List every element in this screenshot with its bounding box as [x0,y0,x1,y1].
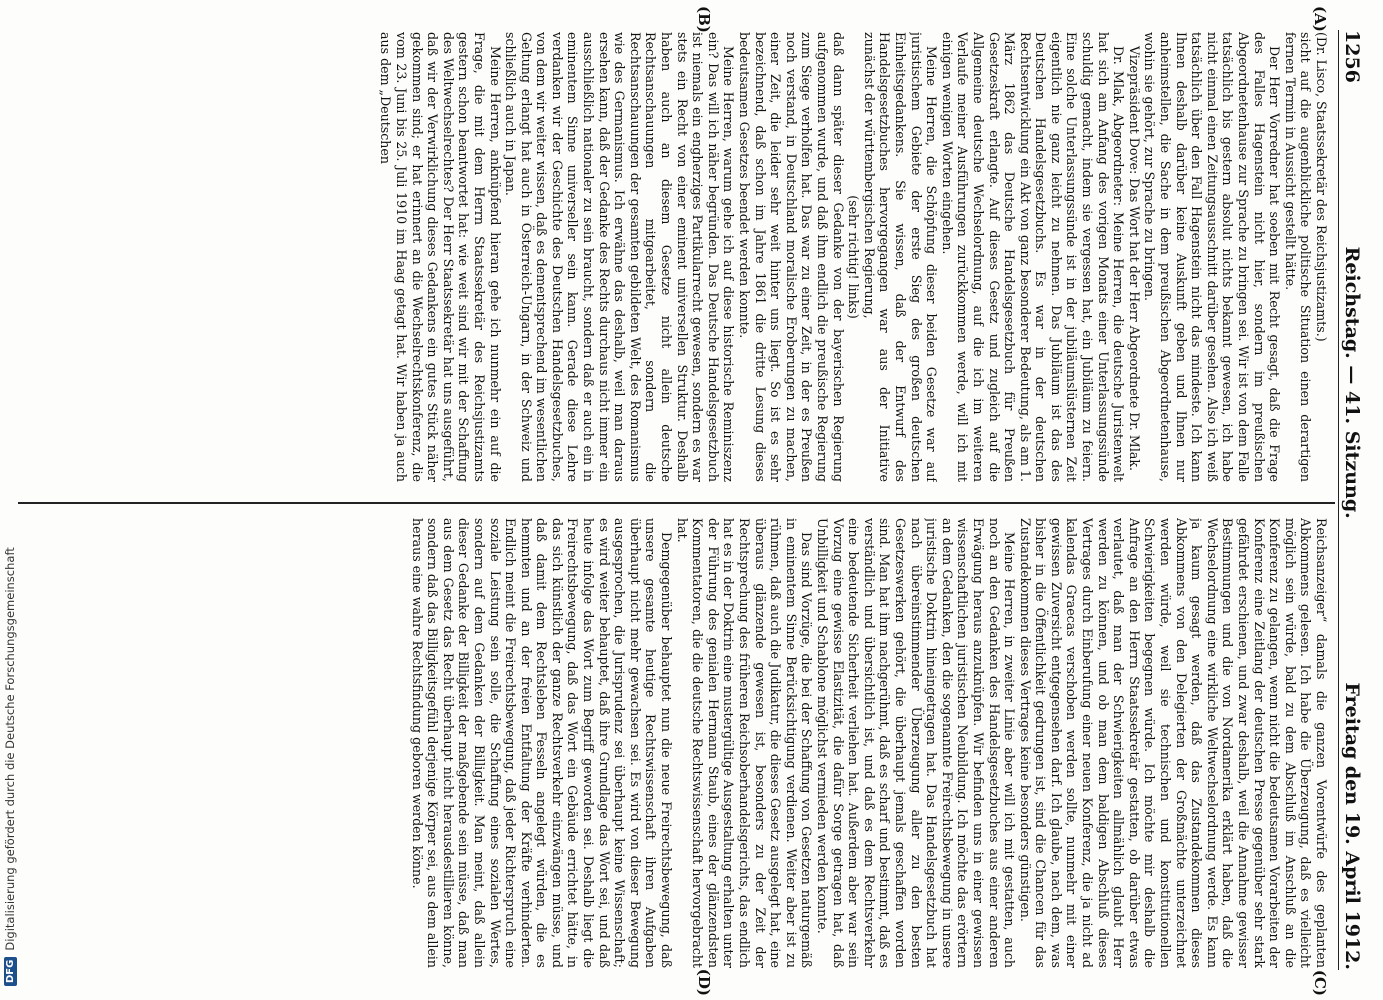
paragraph: Reichsanzeiger“ damals die ganzen Vorentwürfe des geplanten Abkommens gelesen. Ich habe die Überzeugung, daß es vielleicht möglich sein würde, bald zu dem Abschluß im Anschluß an die Konferenz zu gelangen, wenn nicht die bedeutsamen Vorarbeiten der Konferenz eine Zeitlang der deutschen Presse gegenüber sehr stark gefährdet erschienen, und zwar deshalb, weil die Annahme gewisser Bestimmungen und die von Nordamerika erklärt haben, daß die Wechselordnung eine wirkliche Weltwechselordnung werde. Es kann ja kaum gesagt werden, daß das Zustandekommen dieses Abkommens von den Delegierten der Großmächte unterzeichnet werden würde, weil sie technischen und konstitutionellen Schwierigkeiten begegnen würde. Ich möchte mir deshalb die Anfrage an den Herrn Staatssekretär gestatten, ob darüber etwas verlautet, daß man der Schwierigkeiten allmählich glaubt Herr werden zu können, und ob man dem baldigen Abschluß dieses Vertrages durch Einberufung einer neuen Konferenz, die ja nicht ad kalendas Graecas verschoben werden sollte, nunmehr mit einer gewissen Zuversicht entgegensehen darf. Ich glaube, nach dem, was bisher in die Öffentlichkeit gedrungen ist, sind die Chancen für das Zustandekommen dieses Vertrages keine besonders günstigen. [1017,518,1329,968]
paragraph: Demgegenüber behauptet nun die neue Freirechtsbewegung, daß unsere gesamte heutige Rechtswissenschaft ihren Aufgaben überhaupt nicht mehr gewachsen sei. Es wird von dieser Bewegung ausgesprochen, die Jurisprudenz sei überhaupt keine Wissenschaft; es wird weiter behauptet, daß ihre Grundlage das Wort sei, und daß heute infolge das Wort zum Begriff geworden sei. Deshalb liegt die Freirechtsbewegung, daß das Wort ein Gebäude errichtet hätte, in das sich künstlich der ganze Rechtsverkehr einzwängen müsse, und daß damit dem Rechtsleben Fesseln angelegt würden, die es hemmten und an der freien Entfaltung der Kräfte verhinderten. Endlich meint die Freirechtsbewegung, daß jeder Richterspruch eine soziale Leistung sein solle, die Schaffung eines sozialen Wertes, sondern auf dem Gedanken der Billigkeit. Man meint, daß allein dieser Gedanke der Billigkeit der maßgebende sein müsse, daß man aus dem Gesetz das Recht überhaupt nicht herausdestillieren könne, sondern daß das Billigkeitsgefühl derjenige Körper sei, aus dem allein heraus eine wahre Rechtsfindung geboren werden könne. [409,518,675,968]
paragraph: Das sind Vorzüge, die bei der Schaffung von Gesetzen naturgemäß in eminentem Sinne Berücksichtigung verdienen. Weiter aber ist zu rühmen, daß auch die Judikatur, die dieses Gesetz ausgelegt hat, eine überaus glänzende gewesen ist, besonders zu der Zeit der Rechtsprechung des früheren Reichsoberhandelsgerichts, das endlich hat es in der Doktrin eine mustergültige Ausgestaltung erhalten unter der Führung des genialen Hermann Staub, eines der glänzendsten Kommentatoren, die die deutsche Rechtswissenschaft hervorgebracht hat. [674,518,815,968]
paragraph: Meine Herren, die Schöpfung dieser beiden Gesetze war auf juristischem Gebiete der erste Sieg des großen deutschen Einheitsgedankens. Sie wissen, daß der Entwurf des Handelsgesetzbuches hervorgegangen war aus der Initiative zunächst der württembergischen Regierung, [861,32,940,482]
margin-letter-c: (C) [1311,969,1329,996]
funding-footer [0,0,20,1000]
margin-letter-d: (D) [695,968,713,996]
paragraph: daß dann später dieser Gedanke von der bayerischen Regierung aufgenommen wurde, und daß ihm endlich die preußische Regierung zum Siege verholfen hat. Das war zu einer Zeit, in der es Preußen noch verstand, in Deutschland moralische Eroberungen zu machen, einer Zeit, die leider sehr weit hinter uns liegt. So ist es sehr bezeichnend, daß schon im Jahre 1861 die dritte Lesung dieses bedeutsamen Gesetzes beendet werden konnte. [737,32,846,482]
paragraph: sicht auf die augenblickliche politische Situation einen derartigen fernen Termin in Aussicht gestellt hätte. [1282,32,1314,482]
paragraph: Vizepräsident Dove: Das Wort hat der Herr Abgeordnete Dr. Mlak. [1126,46,1142,472]
page-date: Freitag den 19. April 1912. [1341,682,1363,970]
dfg-logo: DFG [4,957,17,986]
page-title: Reichstag. — 41. Sitzung. [1341,246,1363,519]
paragraph: Der Herr Vorredner hat soeben mit Recht gesagt, daß die Frage des Falles Hagenstein nicht hier, sondern im preußischen Abgeordnetenhause zur Sprache zu bringen sei. Wir ist von dem Falle tatsächlich bis gestern absolut nichts bekannt gewesen, ich habe nicht einmal einen Zeitungsausschnitt darüber gesehen. Also ich weiß tatsächlich über den Fall Hagenstein nicht das mindeste. Ich kann Ihnen deshalb darüber keine Auskunft geben und Ihnen nur anheimstellen, die Sache in dem preußischen Abgeordnetenhause, wohin sie gehört, zur Sprache zu bringen. [1142,32,1283,482]
paragraph: (sehr richtig! links) [846,195,862,319]
paragraph: (Dr. Lisco, Staatssekretär des Reichsjustizamts.) [1314,32,1329,342]
column-divider [18,502,1335,504]
page-header [1338,30,1365,970]
margin-letter-b: (B) [695,6,713,33]
right-column [18,518,1329,968]
paragraph: Meine Herren, warum gehe ich auf diese historische Reminiszenz ein? Das will ich näher begründen. Das Deutsche Handelsgesetzbuch ist niemals ein engherziges Partikularrecht gewesen, sondern es war stets ein Recht von einer eminent universellen Struktur. Deshalb haben auch an diesem Gesetze nicht allein deutsche Rechtsanschauungen mitgearbeitet, sondern die Rechtsanschauungen der gesamten gebildeten Welt, des Romanismus wie des Germanismus. Ich erwähne das deshalb, weil man daraus ersehen kann, daß der Gedanke des Rechts durchaus nicht immer ein ausschließlich nationaler zu sein braucht, sondern daß er auch ein in eminentem Sinne universeller sein kann. Gerade diese Lehre verdanken wir der Geschichte des Deutschen Handelsgesetzbuches, von dem wir weiter wissen, daß es dementsprechend im wesentlichen Geltung erlangt hat auch in Österreich-Ungarn, in der Schweiz und schließlich auch in Japan. [503,32,737,482]
page-number: 1256 [1341,30,1363,83]
paragraph: Meine Herren, in zweiter Linie aber will ich mit gestatten, auch noch an den Gedanken des Handelsgesetzbuches aus einer anderen Erwägung heraus anzuknüpfen. Wir befinden uns in einer gewissen wissenschaftlichen juristischen Neubildung. Ich möchte das erörtern an dem Gedanken, den die sogenannte Freirechtsbewegung in unsere juristische Doktrin hineingetragen hat. Das Handelsgesetzbuch hat nach übereinstimmender Überzeugung aller zu den besten Gesetzeswerken gehört, die überhaupt jemals geschaffen worden sind. Man hat ihm nachgerühmt, daß es scharf und bestimmt, daß es verständlich und übersichtlich ist, und daß es dem Rechtsverkehr eine bedeutende Sicherheit verliehen hat. Außerdem aber war sein Vorzug eine gewisse Elastizität, die dafür Sorge getragen hat, daß Unbilligkeit und Schablone möglichst vermieden werden konnte. [815,518,1018,968]
funding-text: Digitalisierung gefördert durch die Deutsche Forschungsgemeinschaft [3,547,17,951]
left-column [18,32,1329,482]
paragraph: Meine Herren, anknüpfend hieran gehe ich nunmehr ein auf die Frage, die mit dem Herrn Staatssekretär des Reichsjustizamts gestern schon beantwortet hat: wie weit sind wir mit der Schaffung des Weltwechselrechtes? Der Herr Staatssekretär hat uns ausgeführt, daß wir der Verwirklichung dieses Gedankens ein gutes Stück näher gekommen sind; er hat erinnert an die Wechselrechtskonferenz, die vom 23. Juni bis 25. Juli 1910 im Haag getagt hat. Wir haben ja auch aus dem „Deutschen [378,32,503,482]
paragraph: Dr. Mlak, Abgeordneter: Meine Herren, die deutsche Juristenwelt hat sich am Anfang des vorigen Monats einer Unterlassungssünde schuldig gemacht, indem sie vergessen hat, ein Jubiläum zu feiern. Eine solche Unterlassungssünde ist in der jubiläumslüsternen Zeit eigentlich nie ganz leicht zu nehmen. Das Jubiläum ist das des Deutschen Handelsgesetzbuchs. Es war in der deutschen Rechtsentwicklung ein Akt von ganz besonderer Bedeutung, als am 1. März 1862 das Deutsche Handelsgesetzbuch für Preußen Gesetzeskraft erlangte. Auf dieses Gesetz und zugleich auf die Allgemeine deutsche Wechselordnung, auf die ich im weiteren Verlaufe meiner Ausführungen zurückkommen werde, will ich mit einigen wenigen Worten eingehen. [939,32,1127,482]
margin-letter-a: (A) [1311,6,1329,32]
